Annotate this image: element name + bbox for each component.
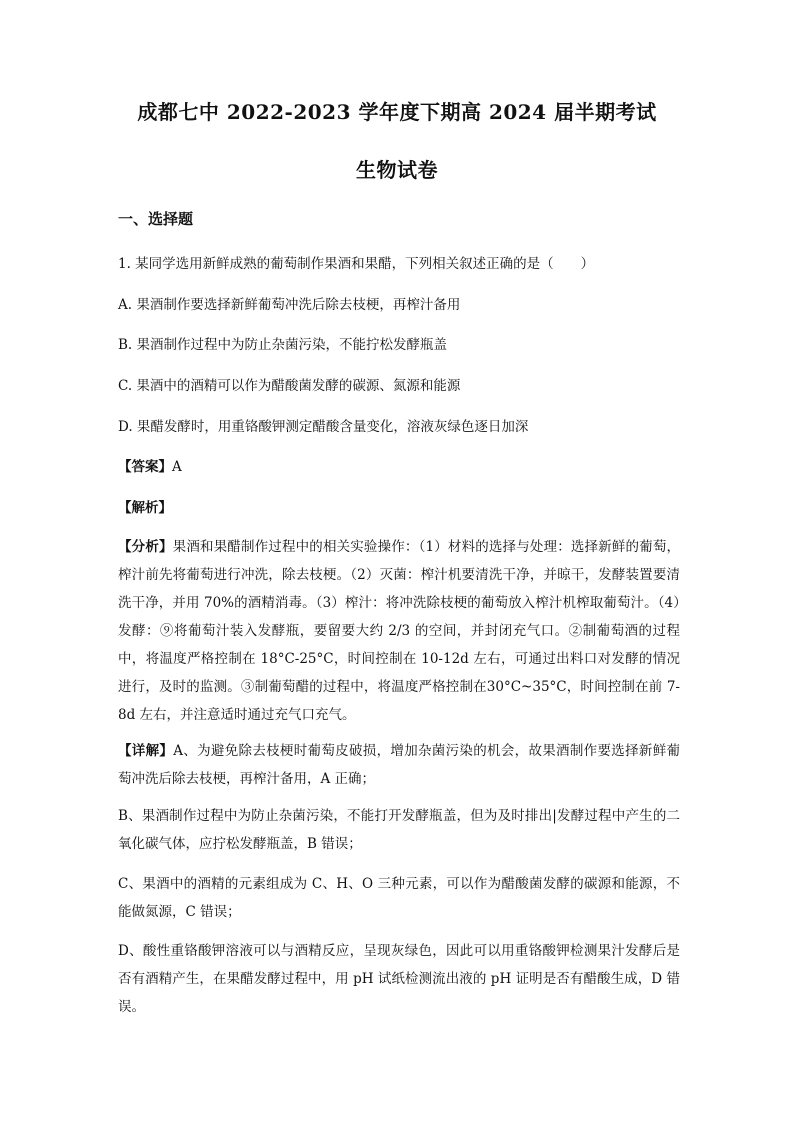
exam-title: 成都七中 2022-2023 学年度下期高 2024 届半期考试 [137,100,657,124]
detail-tag: 【详解】 [118,743,174,759]
detail-text-a: A、为避免除去枝梗时葡萄皮破损，增加杂菌污染的机会，故果酒制作要选择新鲜葡萄冲洗后除去枝梗，再榨汁备用，A 正确； [118,743,681,787]
exam-subject-title: 生物试卷 [356,158,438,182]
section-heading: 一、选择题 [118,210,194,228]
analysis-paragraph [118,533,680,729]
detail-paragraph-d: D、酸性重铬酸钾溶液可以与酒精反应，呈现灰绿色，因此可以用重铬酸钾检测果汁发酵后是否有酒精产生，在果醋发酵过程中，用 pH 试纸检测流出液的 pH 证明是否有醋酸生成，D 错误。 [118,943,680,1015]
detail-paragraph-c: C、果酒中的酒精的元素组成为 C、H、O 三种元素，可以作为醋酸菌发酵的碳源和能源，不能做氮源，C 错误； [118,876,680,920]
analysis-tag: 【分析】 [118,539,173,555]
question-stem: 1. 某同学选用新鲜成熟的葡萄制作果酒和果醋，下列相关叙述正确的是（ ） [118,256,595,272]
explanation-label: 【解析】 [118,500,172,516]
explanation-tag [118,496,172,516]
answer-value: A [172,459,182,475]
option-a: A. 果酒制作要选择新鲜葡萄冲洗后除去枝梗，再榨汁备用 [118,297,461,313]
analysis-text: 果酒和果醋制作过程中的相关实验操作：（1）材料的选择与处理：选择新鲜的葡萄，榨汁前先将葡萄进行冲洗，除去枝梗。（2）灭菌：榨汁机要清洗干净，并晾干，发酵装置要清洗干净，并用 70%的酒精消毒。（3）榨汁：将冲洗除枝梗的葡萄放入榨汁机榨取葡萄汁。（4）发酵：⑨将葡萄汁装入发酵瓶，要留要大约 2/3 的空间，并封闭充气口。②制葡萄酒的过程中，将温度严格控制在 18°C-25°C，时间控制在 10-12d 左右，可通过出料口对发酵的情况进行，及时的监测。③制葡萄醋的过程中，将温度严格控制在30°C~35°C，时间控制在前 7-8d 左右，并注意适时通过充气口充气。 [118,539,681,723]
option-c: C. 果酒中的酒精可以作为醋酸菌发酵的碳源、氮源和能源 [118,378,461,394]
detail-paragraph-b: B、果酒制作过程中为防止杂菌污染，不能打开发酵瓶盖，但为及时排出|发酵过程中产生的二氧化碳气体，应拧松发酵瓶盖，B 错误； [118,808,680,852]
answer-line [118,455,182,475]
option-d: D. 果醋发酵时，用重铬酸钾测定醋酸含量变化，溶液灰绿色逐日加深 [118,419,529,435]
option-b: B. 果酒制作过程中为防止杂菌污染，不能拧松发酵瓶盖 [118,337,448,353]
answer-tag: 【答案】 [118,459,172,475]
detail-paragraph-a [118,737,680,793]
